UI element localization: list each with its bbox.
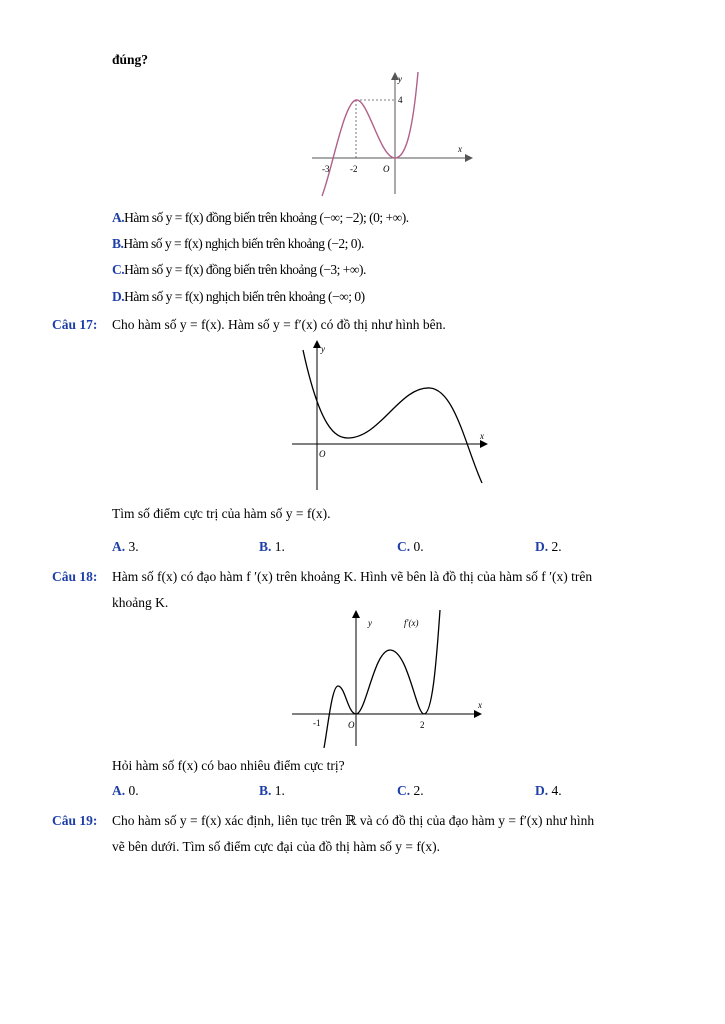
answer-letter: C. (397, 539, 411, 554)
prev-option-b[interactable] (112, 235, 364, 253)
q18-label: Câu 18: (52, 569, 98, 584)
q18-stem-line2: khoảng K. (112, 595, 169, 610)
q17-answer-c[interactable] (397, 538, 424, 556)
q17-label: Câu 17: (52, 317, 98, 332)
answer-text: 1. (274, 539, 285, 554)
prev-graph-neg2-label: -2 (350, 164, 358, 174)
prev-question-graph (308, 70, 478, 200)
answer-text: 3. (128, 539, 139, 554)
prev-graph-four-label: 4 (398, 95, 403, 105)
q18-answer-a[interactable] (112, 782, 139, 800)
option-text: Hàm số y = f(x) đồng biến trên khoảng (−∞; −2); (0; +∞). (124, 210, 409, 225)
q17-graph-x-label: x (480, 431, 484, 441)
answer-letter: B. (259, 539, 272, 554)
answer-letter: B. (259, 783, 272, 798)
q18-graph-y-label: y (368, 618, 372, 628)
q19-stem-line2: vẽ bên dưới. Tìm số điểm cực đại của đồ thị hàm số y = f(x). (112, 839, 440, 854)
answer-letter: D. (535, 783, 549, 798)
answer-text: 0. (128, 783, 139, 798)
q18-graph-origin-label: O (348, 720, 355, 730)
option-text: Hàm số y = f(x) nghịch biến trên khoảng (−∞; 0) (124, 289, 365, 304)
answer-text: 2. (413, 783, 424, 798)
option-text: Hàm số y = f(x) đồng biến trên khoảng (−3; +∞). (124, 262, 366, 277)
q17-answer-d[interactable] (535, 538, 562, 556)
option-letter: C. (112, 262, 125, 277)
option-letter: D. (112, 289, 125, 304)
q18-graph-x-label: x (478, 700, 482, 710)
answer-letter: A. (112, 783, 126, 798)
q17-graph (290, 338, 490, 493)
answer-text: 2. (551, 539, 562, 554)
answer-text: 0. (413, 539, 424, 554)
answer-letter: A. (112, 539, 126, 554)
answer-letter: D. (535, 539, 549, 554)
q17-answer-a[interactable] (112, 538, 139, 556)
q19-label: Câu 19: (52, 813, 98, 828)
q18-answer-b[interactable] (259, 782, 285, 800)
option-letter: B. (112, 236, 124, 251)
answer-text: 4. (551, 783, 562, 798)
q17-question: Tìm số điểm cực trị của hàm số y = f(x). (112, 506, 331, 521)
q18-stem-line1: Hàm số f(x) có đạo hàm f ′(x) trên khoảng K. Hình vẽ bên là đồ thị của hàm số f ′(x) trên (112, 569, 593, 584)
prev-option-a[interactable] (112, 209, 409, 227)
q18-answer-d[interactable] (535, 782, 562, 800)
option-letter: A. (112, 210, 125, 225)
answer-letter: C. (397, 783, 411, 798)
prev-graph-neg3-label: -3 (322, 164, 330, 174)
q18-graph-neg1-label: -1 (313, 718, 321, 728)
option-text: Hàm số y = f(x) nghịch biến trên khoảng (−2; 0). (123, 236, 364, 251)
prev-option-c[interactable] (112, 261, 366, 279)
q18-graph-curve-label: f′(x) (404, 618, 419, 628)
prev-question-tail: đúng? (112, 52, 149, 67)
prev-graph-origin-label: O (383, 164, 390, 174)
answer-text: 1. (274, 783, 285, 798)
q17-answer-b[interactable] (259, 538, 285, 556)
prev-graph-x-label: x (458, 144, 462, 154)
prev-option-d[interactable] (112, 288, 365, 306)
q18-graph-two-label: 2 (420, 720, 425, 730)
q17-graph-origin-label: O (319, 449, 326, 459)
q18-graph (290, 608, 490, 748)
q17-stem: Cho hàm số y = f(x). Hàm số y = f′(x) có đồ thị như hình bên. (112, 317, 446, 332)
q19-stem-line1: Cho hàm số y = f(x) xác định, liên tục trên ℝ và có đồ thị của đạo hàm y = f′(x) như hình (112, 813, 595, 828)
prev-graph-y-label: y (398, 74, 402, 84)
q18-question: Hỏi hàm số f(x) có bao nhiêu điểm cực trị? (112, 758, 345, 773)
q17-graph-y-label: y (321, 344, 325, 354)
q18-answer-c[interactable] (397, 782, 424, 800)
